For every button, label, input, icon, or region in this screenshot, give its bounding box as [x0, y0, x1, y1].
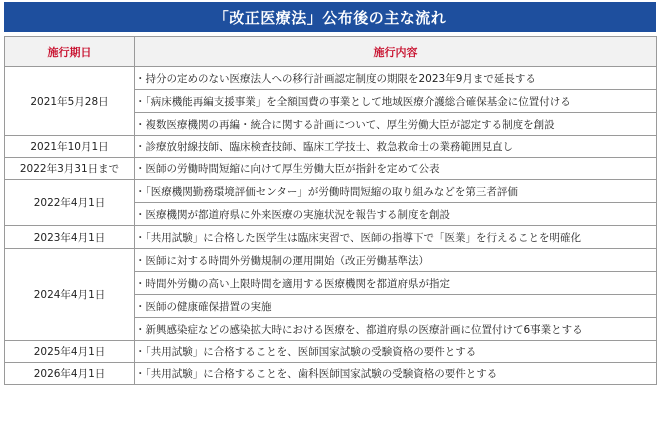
row-item: ・「医療機関勤務環境評価センター」が労働時間短縮の取り組みなどを第三者評価 — [135, 180, 657, 203]
row-item: ・医師の労働時間短縮に向けて厚生労働大臣が指針を定めて公表 — [135, 158, 657, 180]
row-item: ・新興感染症などの感染拡大時における医療を、都道府県の医療計画に位置付けて6事業とする — [135, 318, 657, 341]
row-item: ・医師の健康確保措置の実施 — [135, 295, 657, 318]
table-row — [5, 158, 657, 180]
table-row — [5, 249, 657, 272]
table-row — [5, 363, 657, 385]
row-date: 2021年10月1日 — [5, 136, 135, 158]
row-item: ・持分の定めのない医療法人への移行計画認定制度の期限を2023年9月まで延長する — [135, 67, 657, 90]
table-row — [5, 67, 657, 90]
row-item: ・「共用試験」に合格した医学生は臨床実習で、医師の指導下で「医業」を行えることを明確化 — [135, 226, 657, 249]
row-item: ・「病床機能再編支援事業」を全額国費の事業として地域医療介護総合確保基金に位置付ける — [135, 90, 657, 113]
row-date: 2026年4月1日 — [5, 363, 135, 385]
row-date: 2022年4月1日 — [5, 180, 135, 226]
content-column-header: 施行内容 — [135, 37, 657, 67]
row-date: 2023年4月1日 — [5, 226, 135, 249]
table-row — [5, 341, 657, 363]
table-row — [5, 136, 657, 158]
row-date: 2024年4月1日 — [5, 249, 135, 341]
row-date: 2025年4月1日 — [5, 341, 135, 363]
row-date: 2022年3月31日まで — [5, 158, 135, 180]
page-title: 「改正医療法」公布後の主な流れ — [213, 8, 447, 27]
row-item: ・「共用試験」に合格することを、医師国家試験の受験資格の要件とする — [135, 341, 657, 363]
timeline-table — [4, 36, 657, 385]
row-item: ・医師に対する時間外労働規制の運用開始（改正労働基準法） — [135, 249, 657, 272]
date-column-header: 施行期日 — [5, 37, 135, 67]
row-item: ・医療機関が都道府県に外来医療の実施状況を報告する制度を創設 — [135, 203, 657, 226]
row-item: ・時間外労働の高い上限時間を適用する医療機関を都道府県が指定 — [135, 272, 657, 295]
table-row — [5, 226, 657, 249]
row-date: 2021年5月28日 — [5, 67, 135, 136]
row-item: ・診療放射線技師、臨床検査技師、臨床工学技士、救急救命士の業務範囲見直し — [135, 136, 657, 158]
title-banner — [4, 2, 656, 32]
header-row — [5, 37, 657, 67]
table-row — [5, 180, 657, 203]
row-item: ・「共用試験」に合格することを、歯科医師国家試験の受験資格の要件とする — [135, 363, 657, 385]
row-item: ・複数医療機関の再編・統合に関する計画について、厚生労働大臣が認定する制度を創設 — [135, 113, 657, 136]
